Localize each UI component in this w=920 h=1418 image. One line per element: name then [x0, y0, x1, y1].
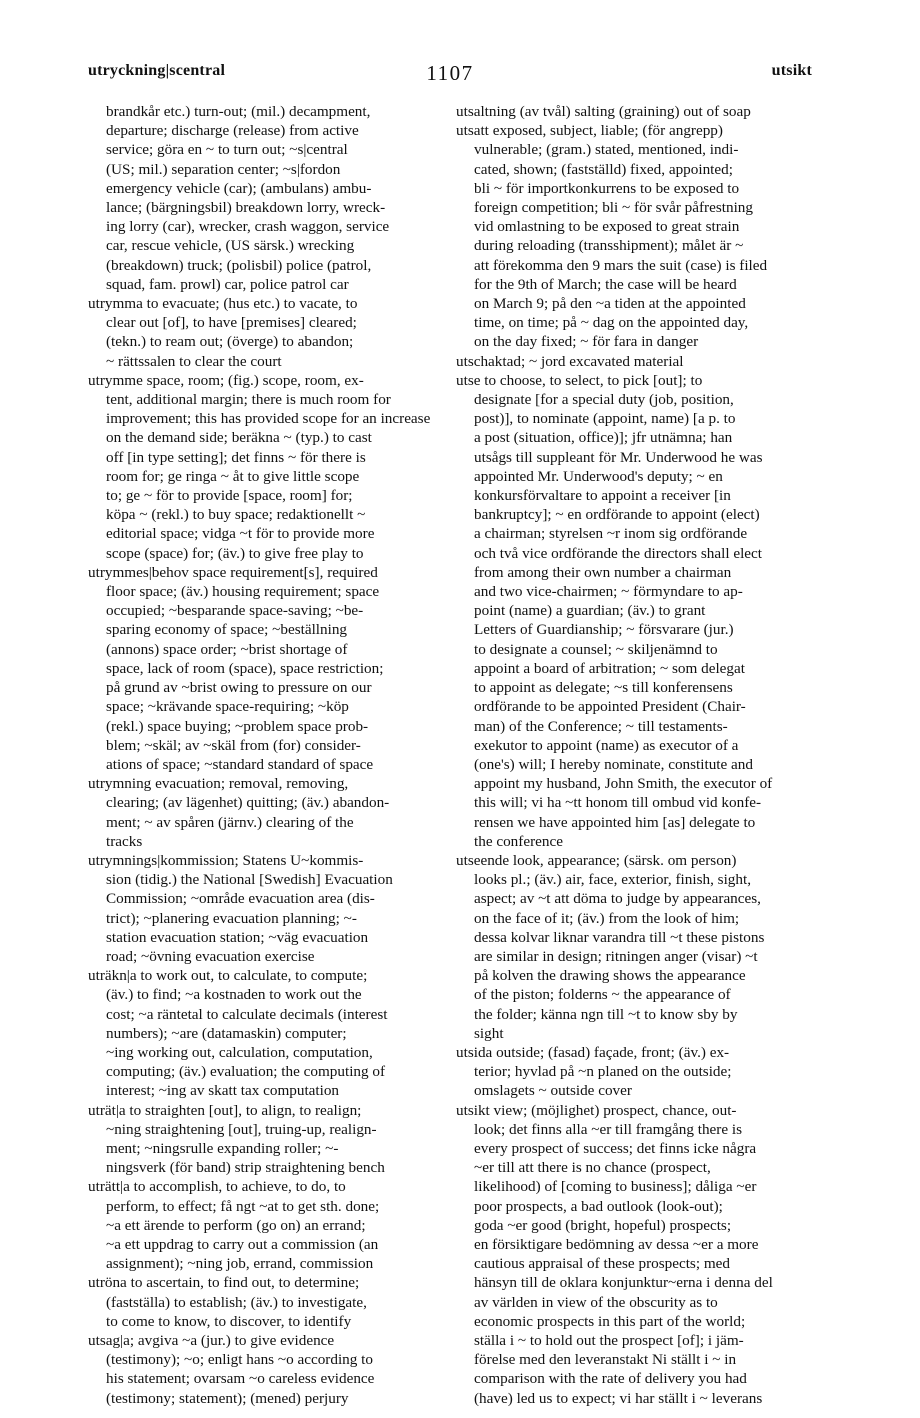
header-first-headword: utryckning|scentral	[88, 62, 226, 79]
entry-line: every prospect of success; det finns icke några	[474, 1139, 757, 1157]
entry-line: appoint my husband, John Smith, the executor of	[474, 775, 773, 793]
entry-line: utseende look, appearance; (särsk. om person)	[456, 851, 737, 869]
dictionary-entry	[88, 371, 444, 563]
entry-line: scope (space) for; (äv.) to give free play to	[106, 544, 364, 562]
dictionary-entry	[88, 1101, 444, 1178]
entry-line: to appoint as delegate; ~s till konferensens	[474, 679, 733, 697]
entry-line: ment; ~ av spåren (järnv.) clearing of the	[106, 813, 354, 831]
entry-line: a post (situation, office)]; jfr utnämna; han	[474, 429, 733, 447]
entry-line: on the demand side; beräkna ~ (typ.) to cast	[106, 429, 372, 447]
entry-line: appointed Mr. Underwood's deputy; ~ en	[474, 467, 723, 485]
entry-line: off [in type setting]; det finns ~ för there is	[106, 448, 366, 466]
entry-line: och två vice ordförande the directors shall elect	[474, 544, 763, 562]
dictionary-entry	[456, 1101, 812, 1408]
entry-line: post)], to nominate (appoint, name) [a p. to	[474, 410, 736, 428]
entry-line: ~a ett uppdrag to carry out a commission (an	[106, 1235, 379, 1253]
dictionary-entry	[456, 1043, 812, 1101]
entry-line: (annons) space order; ~brist shortage of	[106, 640, 348, 658]
entry-line: bankruptcy]; ~ en ordförande to appoint (elect)	[474, 506, 760, 524]
dictionary-entry	[88, 1273, 444, 1331]
entry-line: utsatt exposed, subject, liable; (för angrepp)	[456, 122, 723, 140]
entry-line: for the 9th of March; the case will be heard	[474, 275, 737, 293]
dictionary-entry	[88, 1331, 444, 1408]
entry-line: this will; vi ha ~tt honom till ombud vid konfe-	[474, 794, 762, 812]
dictionary-entry	[88, 851, 444, 966]
entry-line: likelihood) of [coming to business]; dåliga ~er	[474, 1178, 757, 1196]
dictionary-entry	[456, 102, 812, 121]
dictionary-entry	[456, 121, 812, 351]
entry-line: en försiktigare bedömning av dessa ~er a more	[474, 1235, 759, 1253]
entry-line: utsaltning (av tvål) salting (graining) out of soap	[456, 103, 751, 120]
entry-line: to; ge ~ för to provide [space, room] for;	[106, 487, 353, 505]
entry-line: poor prospects, a bad outlook (look-out);	[474, 1197, 723, 1215]
entry-line: ~ning straightening [out], truing-up, realign-	[106, 1120, 377, 1138]
entry-line: köpa ~ (rekl.) to buy space; redaktionellt ~	[106, 506, 366, 524]
entry-line: utrymmes|behov space requirement[s], required	[88, 563, 378, 581]
entry-line: utsikt view; (möjlighet) prospect, chance, out-	[456, 1101, 737, 1119]
entry-line: economic prospects in this part of the world;	[474, 1312, 746, 1330]
entry-line: designate [for a special duty (job, position,	[474, 391, 734, 409]
entry-line: room for; ge ringa ~ åt to give little scope	[106, 467, 360, 485]
entry-line: ningsverk (för band) strip straightening bench	[106, 1159, 385, 1177]
text-columns	[88, 102, 812, 1407]
entry-line: Letters of Guardianship; ~ försvarare (jur.)	[474, 621, 734, 639]
entry-line: a chairman; styrelsen ~r inom sig ordförande	[474, 525, 748, 543]
entry-line: lance; (bärgningsbil) breakdown lorry, wreck-	[106, 199, 386, 217]
entry-line: blem; ~skäl; av ~skäl from (for) consider-	[106, 736, 361, 754]
entry-line: sight	[474, 1024, 504, 1042]
entry-line: ~a ett ärende to perform (go on) an errand;	[106, 1216, 366, 1234]
dictionary-entry	[88, 966, 444, 1100]
entry-line: and two vice-chairmen; ~ förmyndare to ap-	[474, 583, 743, 601]
entry-line: occupied; ~besparande space-saving; ~be-	[106, 602, 364, 620]
entry-line: cautious appraisal of these prospects; med	[474, 1255, 730, 1273]
dictionary-entry	[88, 1177, 444, 1273]
entry-line: to come to know, to discover, to identify	[106, 1312, 352, 1330]
entry-line: utsågs till suppleant för Mr. Underwood he was	[474, 448, 763, 466]
entry-line: on the day fixed; ~ för fara in danger	[474, 333, 699, 351]
entry-line: (testimony; statement); (mened) perjury	[106, 1389, 349, 1407]
entry-line: foreign competition; bli ~ för svår påfrestning	[474, 199, 753, 217]
entry-line: tent, additional margin; there is much room for	[106, 391, 391, 409]
entry-line: service; göra en ~ to turn out; ~s|central	[106, 141, 348, 159]
entry-line: ing lorry (car), wrecker, crash waggon, service	[106, 218, 390, 236]
entry-line: (one's) will; I hereby nominate, constitute and	[474, 755, 753, 773]
entry-line: konkursförvaltare to appoint a receiver [in	[474, 487, 731, 505]
entry-line: on March 9; på den ~a tiden at the appointed	[474, 295, 746, 313]
entry-line: (testimony); ~o; enligt hans ~o according to	[106, 1351, 373, 1369]
entry-line: appoint a board of arbitration; ~ som delegat	[474, 659, 745, 677]
entry-line: utrymning evacuation; removal, removing,	[88, 775, 349, 793]
entry-line: utrymma to evacuate; (hus etc.) to vacate, to	[88, 295, 358, 313]
entry-line: the conference	[474, 832, 563, 850]
entry-line: Commission; ~område evacuation area (dis-	[106, 890, 375, 908]
entry-line: på kolven the drawing shows the appearance	[474, 967, 746, 985]
entry-line: terior; hyvlad på ~n planed on the outside;	[474, 1063, 732, 1081]
entry-line: (fastställa) to establish; (äv.) to investigate,	[106, 1293, 367, 1311]
entry-line: utse to choose, to select, to pick [out]; to	[456, 371, 703, 389]
entry-line: to designate a counsel; ~ skiljenämnd to	[474, 640, 718, 658]
entry-line: departure; discharge (release) from active	[106, 122, 359, 140]
entry-line: aspect; av ~t att döma to judge by appearances,	[474, 890, 761, 908]
entry-line: space, lack of room (space), space restriction;	[106, 659, 384, 677]
entry-line: sparing economy of space; ~beställning	[106, 621, 348, 639]
entry-line: his statement; ovarsam ~o careless evidence	[106, 1370, 375, 1388]
entry-line: assignment); ~ning job, errand, commission	[106, 1255, 374, 1273]
entry-line: computing; (äv.) evaluation; the computing of	[106, 1063, 386, 1081]
entry-line: are similar in design; ritningen anger (visar) ~t	[474, 947, 758, 965]
entry-line: cated, shown; (fastställd) fixed, appointed;	[474, 160, 733, 178]
entry-line: squad, fam. prowl) car, police patrol car	[106, 275, 349, 293]
entry-line: clearing; (av lägenhet) quitting; (äv.) abandon-	[106, 794, 390, 812]
entry-line: road; ~övning evacuation exercise	[106, 947, 315, 965]
entry-line: dessa kolvar liknar varandra till ~t these pistons	[474, 928, 765, 946]
entry-line: floor space; (äv.) housing requirement; space	[106, 583, 380, 601]
entry-line: ~ rättssalen to clear the court	[106, 352, 282, 370]
entry-line: trict); ~planering evacuation planning; ~-	[106, 909, 357, 927]
entry-line: (US; mil.) separation center; ~s|fordon	[106, 160, 341, 178]
entry-line: (äv.) to find; ~a kostnaden to work out the	[106, 986, 362, 1004]
entry-line: exekutor to appoint (name) as executor of a	[474, 736, 739, 754]
dictionary-entry	[88, 102, 444, 294]
dictionary-entry	[456, 352, 812, 371]
entry-line: during reloading (transshipment); målet är ~	[474, 237, 744, 255]
entry-line: av världen in view of the obscurity as to	[474, 1293, 718, 1311]
entry-line: station evacuation station; ~väg evacuation	[106, 928, 369, 946]
entry-line: look; det finns alla ~er till framgång there is	[474, 1120, 743, 1138]
entry-line: of the piston; folderns ~ the appearance of	[474, 986, 731, 1004]
entry-line: (rekl.) space buying; ~problem space prob-	[106, 717, 369, 735]
entry-line: vulnerable; (gram.) stated, mentioned, indi-	[474, 141, 739, 159]
entry-line: sion (tidig.) the National [Swedish] Evacuation	[106, 871, 393, 889]
entry-line: (breakdown) truck; (polisbil) police (patrol,	[106, 256, 372, 274]
entry-line: comparison with the rate of delivery you had	[474, 1370, 747, 1388]
entry-line: uträt|a to straighten [out], to align, to realign;	[88, 1101, 362, 1119]
entry-line: numbers); ~are (datamaskin) computer;	[106, 1024, 347, 1042]
dictionary-entry	[88, 774, 444, 851]
entry-line: ~ing working out, calculation, computation,	[106, 1043, 373, 1061]
entry-line: ordförande to be appointed President (Chair-	[474, 698, 746, 716]
left-column	[88, 102, 444, 1407]
entry-line: tracks	[106, 832, 143, 850]
entry-line: förelse med den leveranstakt Ni ställt i ~ in	[474, 1351, 737, 1369]
entry-line: utrymnings|kommission; Statens U~kommis-	[88, 851, 364, 869]
page-number: 1107	[426, 61, 474, 85]
dictionary-entry	[88, 294, 444, 371]
entry-line: on the face of it; (äv.) from the look of him;	[474, 909, 740, 927]
entry-line: (have) led us to expect; vi har ställt i ~ leverans	[474, 1389, 763, 1407]
entry-line: vid omlastning to be exposed to great strain	[474, 218, 740, 236]
entry-line: utsida outside; (fasad) façade, front; (äv.) ex-	[456, 1043, 730, 1061]
entry-line: utrymme space, room; (fig.) scope, room, ex-	[88, 371, 364, 389]
entry-line: the folder; känna ngn till ~t to know sby by	[474, 1005, 738, 1023]
entry-line: improvement; this has provided scope for an increase	[106, 410, 431, 428]
entry-line: perform, to effect; få ngt ~at to get sth. done;	[106, 1197, 380, 1215]
entry-line: ~er till att there is no chance (prospect,	[474, 1159, 711, 1177]
entry-line: emergency vehicle (car); (ambulans) ambu-	[106, 179, 372, 197]
entry-line: att förekomma den 9 mars the suit (case) is filed	[474, 256, 768, 274]
entry-line: utschaktad; ~ jord excavated material	[456, 352, 684, 370]
entry-line: utsag|a; avgiva ~a (jur.) to give evidence	[88, 1332, 335, 1349]
entry-line: bli ~ för importkonkurrens to be exposed to	[474, 179, 740, 197]
dictionary-entry	[88, 563, 444, 774]
entry-line: space; ~krävande space-requiring; ~köp	[106, 698, 349, 716]
entry-line: cost; ~a räntetal to calculate decimals (interest	[106, 1005, 388, 1023]
entry-line: clear out [of], to have [premises] cleared;	[106, 314, 357, 332]
running-head	[88, 62, 812, 88]
dictionary-entry	[456, 851, 812, 1043]
entry-line: utröna to ascertain, to find out, to determine;	[88, 1274, 360, 1292]
entry-line: omslagets ~ outside cover	[474, 1082, 632, 1100]
entry-line: ment; ~ningsrulle expanding roller; ~-	[106, 1139, 339, 1157]
header-last-headword: utsikt	[771, 62, 812, 79]
entry-line: from among their own number a chairman	[474, 563, 732, 581]
entry-line: time, on time; på ~ dag on the appointed day,	[474, 314, 749, 332]
right-column	[456, 102, 812, 1407]
entry-line: brandkår etc.) turn-out; (mil.) decampment,	[106, 103, 371, 120]
entry-line: point (name) a guardian; (äv.) to grant	[474, 602, 706, 620]
entry-line: hänsyn till de oklara konjunktur~erna i denna del	[474, 1274, 773, 1292]
dictionary-entry	[456, 371, 812, 851]
entry-line: på grund av ~brist owing to pressure on our	[106, 679, 372, 697]
entry-line: (tekn.) to ream out; (överge) to abandon;	[106, 333, 354, 351]
entry-line: man) of the Conference; ~ till testaments-	[474, 717, 728, 735]
entry-line: ställa i ~ to hold out the prospect [of]; i jäm-	[474, 1332, 744, 1349]
entry-line: looks pl.; (äv.) air, face, exterior, finish, sight,	[474, 871, 751, 889]
entry-line: uträtt|a to accomplish, to achieve, to do, to	[88, 1178, 346, 1196]
entry-line: rensen we have appointed him [as] delegate to	[474, 813, 756, 831]
entry-line: goda ~er good (bright, hopeful) prospects;	[474, 1216, 732, 1234]
entry-line: ations of space; ~standard standard of space	[106, 755, 374, 773]
entry-line: car, rescue vehicle, (US särsk.) wrecking	[106, 237, 355, 255]
entry-line: interest; ~ing av skatt tax computation	[106, 1082, 340, 1100]
entry-line: uträkn|a to work out, to calculate, to compute;	[88, 967, 368, 985]
entry-line: editorial space; vidga ~t för to provide more	[106, 525, 375, 543]
